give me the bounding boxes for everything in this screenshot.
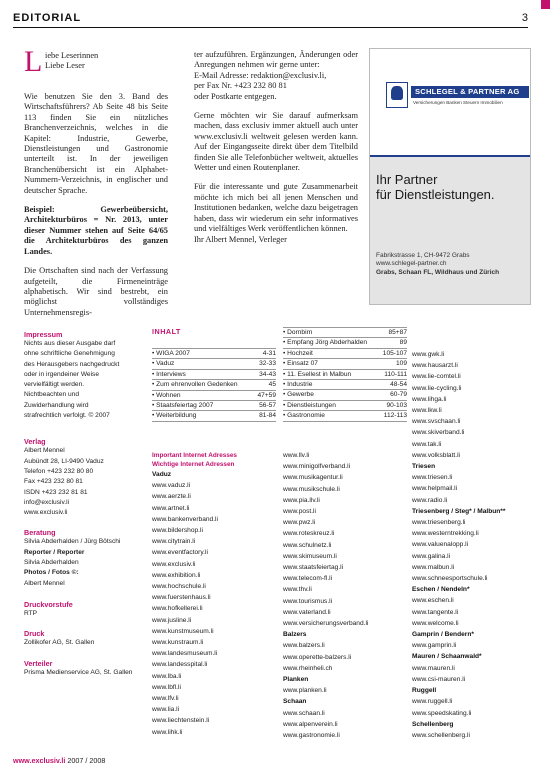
link-item[interactable]: www.ruggell.li bbox=[412, 698, 453, 706]
contents-entry-page: 60-79 bbox=[390, 391, 407, 399]
link-item[interactable]: www.hofkellerei.li bbox=[152, 605, 203, 613]
impressum-line: Zuwiderhandlung wird bbox=[24, 401, 89, 409]
contents-entry bbox=[152, 380, 276, 390]
link-item[interactable]: www.landesspital.li bbox=[152, 661, 208, 669]
contents-entry-page: 105-107 bbox=[382, 349, 407, 357]
contents-entry bbox=[283, 380, 407, 390]
contents-entry-page: 47+59 bbox=[257, 391, 276, 399]
verlag-line: Telefon +423 232 80 80 bbox=[24, 467, 94, 475]
editorial-example-paragraph: Beispiel: Gewerbeübersicht, Architekturbüros = Nr. 2013, unter dieser Nummer stehen auf Seite 64/65 die Architekturbüros des ganzen Landes. bbox=[24, 205, 168, 256]
verlag-line: ISDN +423 232 81 81 bbox=[24, 488, 88, 496]
link-item[interactable]: www.lihga.li bbox=[412, 395, 447, 403]
link-item[interactable]: www.svschaan.li bbox=[412, 418, 461, 426]
contents-entry-label: • WIGA 2007 bbox=[152, 350, 190, 357]
links-column-3 bbox=[412, 349, 505, 741]
impressum-line: ohne schriftliche Genehmigung bbox=[24, 350, 115, 358]
link-item[interactable]: www.skimuseum.li bbox=[283, 552, 337, 560]
contents-entry-label: • Industrie bbox=[283, 380, 313, 388]
editorial-paragraph: Wie benutzen Sie den 3. Band des Wirtschaftsführers? Ab Seite 48 bis Seite 113 finden Sie ein nützliches Branchenverzeichnis, welches in die Kapitel: Industrie, Gewerbe, Dienstleistungen und Gastronomie unterteilt ist. In der jeweiligen Branchenübersicht ist ein Alphabet-Nummern-Verzeichnis, in englischer und deutscher Sprache. bbox=[24, 92, 168, 195]
contents-entry-page: 48-54 bbox=[390, 380, 407, 388]
contents-entry-label: • Hochzeit bbox=[283, 349, 313, 357]
editorial-paragraph: ter aufzuführen. Ergänzungen, Änderungen oder Anregungen nehmen wir gerne unter: E-Mail Adresse: redaktion@exclusiv.li, per Fax Nr. +423 232 80 81 oder Postkarte entgegen. bbox=[194, 50, 358, 101]
ad-website[interactable]: www.schlegel-partner.ch bbox=[376, 260, 447, 268]
link-item[interactable]: www.versicherungsverband.li bbox=[283, 620, 369, 628]
location-heading: Gamprin / Bendern* bbox=[412, 631, 474, 639]
impressum-heading: Impressum bbox=[24, 330, 63, 339]
verlag-line: Albert Mennel bbox=[24, 447, 65, 455]
link-item[interactable]: www.citytrain.li bbox=[152, 538, 196, 546]
contents-list-right bbox=[283, 327, 407, 422]
link-item[interactable]: www.lba.li bbox=[152, 672, 182, 680]
link-item[interactable]: www.kunstraum.li bbox=[152, 639, 204, 647]
verlag-line: Fax +423 232 80 81 bbox=[24, 478, 83, 486]
contents-entry-page: 90-103 bbox=[386, 401, 407, 409]
greeting-line-1: iebe Leserinnen bbox=[45, 51, 99, 60]
impressum-line: des Herausgebers nachgedruckt bbox=[24, 360, 120, 368]
verteiler-heading: Verteiler bbox=[24, 658, 53, 668]
contents-entry-label: • Zum ehrenvollen Gedenken bbox=[152, 381, 238, 389]
link-item[interactable]: www.bankenverband.li bbox=[152, 515, 218, 523]
link-item[interactable]: www.alpenverein.li bbox=[283, 720, 338, 728]
contents-entry-label: • Empfang Jörg Abderhalden bbox=[283, 339, 368, 347]
link-item[interactable]: www.tangente.li bbox=[412, 608, 459, 616]
contents-entry bbox=[152, 370, 276, 380]
contact-fax: per Fax Nr. +423 232 80 81 bbox=[194, 81, 287, 91]
contents-entry-page: 81-84 bbox=[259, 412, 276, 420]
link-item[interactable]: www.gastronomie.li bbox=[283, 732, 340, 740]
shield-emblem-icon bbox=[391, 86, 403, 100]
location-heading: Triesenberg / Steg* / Malbun** bbox=[412, 507, 506, 515]
link-item[interactable]: www.gwk.li bbox=[412, 351, 445, 358]
impressum-line: Nichts aus dieser Ausgabe darf bbox=[24, 340, 116, 347]
impressum-line: vervielfältigt werden. bbox=[24, 381, 85, 389]
contents-entry bbox=[152, 359, 276, 369]
link-item[interactable]: www.schneesportschule.li bbox=[412, 575, 488, 583]
verlag-details bbox=[24, 446, 146, 518]
link-item[interactable]: www.balzers.li bbox=[283, 642, 325, 650]
contents-entry bbox=[283, 401, 407, 411]
contents-entry-page: 112-113 bbox=[383, 412, 407, 420]
links-column-2 bbox=[283, 450, 368, 741]
contents-entry-label: • Gewerbe bbox=[283, 391, 314, 399]
ad-headline: Ihr Partner für Dienstleistungen. bbox=[376, 172, 495, 202]
contents-list-left bbox=[152, 348, 276, 422]
verlag-line: info@exclusiv.li bbox=[24, 498, 70, 506]
link-item[interactable]: www.lihk.li bbox=[152, 728, 183, 736]
link-item[interactable]: www.mauren.li bbox=[412, 664, 455, 672]
contents-entry bbox=[152, 391, 276, 401]
ad-tagline: Versicherungen Banken Steuern Immobilien bbox=[413, 100, 503, 105]
contents-entry-label: • 11. Esellest in Malbun bbox=[283, 370, 352, 378]
link-item[interactable]: www.speedskating.li bbox=[412, 709, 472, 717]
contents-entry-page: 45 bbox=[268, 381, 276, 389]
impressum-line: Nichtbeachten und bbox=[24, 391, 79, 399]
link-item[interactable]: www.roteskreuz.li bbox=[283, 530, 335, 538]
link-item[interactable]: www.lie-comtel.li bbox=[412, 373, 461, 381]
druckvorstufe-heading: Druckvorstufe bbox=[24, 599, 73, 609]
contents-entry-label: • Wohnen bbox=[152, 391, 181, 399]
link-item[interactable]: www.lbfl.li bbox=[152, 683, 181, 691]
link-item[interactable]: www.rheinheli.ch bbox=[283, 664, 333, 672]
contents-heading: INHALT bbox=[152, 327, 181, 336]
impressum-line: oder in irgendeiner Weise bbox=[24, 370, 100, 378]
contents-entry bbox=[283, 411, 407, 421]
contact-email: E-Mail Adresse: redaktion@exclusiv.li, bbox=[194, 70, 327, 80]
link-item[interactable]: www.exhibition.li bbox=[152, 571, 201, 579]
location-heading: Schaan bbox=[283, 698, 307, 706]
link-item[interactable]: www.volksblatt.li bbox=[412, 451, 461, 459]
contents-entry bbox=[283, 370, 407, 380]
contents-entry-page: 110-111 bbox=[384, 370, 407, 378]
link-item[interactable]: www.lkw.li bbox=[412, 407, 442, 415]
link-item[interactable]: www.eventfactory.li bbox=[152, 549, 208, 557]
link-item[interactable]: www.malbun.li bbox=[412, 563, 455, 571]
contents-entry-label: • Weiterbildung bbox=[152, 412, 197, 420]
ad-brand-name: SCHLEGEL & PARTNER AG bbox=[411, 86, 529, 98]
link-item[interactable]: www.aerzte.li bbox=[152, 493, 191, 501]
link-item[interactable]: www.liechtenstein.li bbox=[152, 717, 210, 725]
location-heading: Planken bbox=[283, 676, 309, 684]
link-item[interactable]: www.post.li bbox=[283, 508, 316, 516]
editorial-signature: Ihr Albert Mennel, Verleger bbox=[194, 234, 287, 244]
contents-entry bbox=[283, 338, 407, 348]
contents-entry-page: 34-43 bbox=[259, 370, 276, 378]
contents-entry-page: 32-33 bbox=[259, 360, 276, 368]
section-title: EDITORIAL bbox=[13, 12, 82, 24]
link-item[interactable]: www.welcome.li bbox=[412, 619, 459, 627]
verlag-heading: Verlag bbox=[24, 437, 46, 447]
contents-entry bbox=[283, 349, 407, 359]
corner-accent-mark bbox=[541, 0, 550, 9]
link-item[interactable]: www.lia.li bbox=[152, 706, 180, 714]
link-item[interactable]: www.radio.li bbox=[412, 496, 448, 504]
link-item[interactable]: www.bildershop.li bbox=[152, 527, 203, 535]
link-item[interactable]: www.telecom-fl.li bbox=[283, 575, 333, 583]
contents-entry-page: 4-31 bbox=[262, 350, 276, 357]
link-item[interactable]: www.hochschule.li bbox=[152, 583, 206, 591]
link-item[interactable]: www.jusline.li bbox=[152, 616, 192, 624]
contents-entry-page: 109 bbox=[395, 360, 407, 368]
editorial-paragraph: Die Ortschaften sind nach der Verfassung aufgeteilt, die Firmeneinträge alphabetisch. Wir sind bestrebt, ein möglichst vollständiges Unternehmensregis- bbox=[24, 266, 168, 317]
location-heading: Balzers bbox=[283, 631, 307, 639]
link-item[interactable]: www.fuerstenhaus.li bbox=[152, 594, 211, 602]
impressum-line: strafrechtlich verfolgt. © 2007 bbox=[24, 412, 110, 420]
page-number: 3 bbox=[521, 12, 528, 24]
link-item[interactable]: www.tak.li bbox=[412, 440, 442, 448]
link-item[interactable]: www.gamprin.li bbox=[412, 642, 457, 650]
links-column-1 bbox=[152, 469, 218, 738]
contents-entry bbox=[283, 390, 407, 400]
verlag-line: www.exclusiv.li bbox=[24, 509, 68, 517]
location-heading: Mauren / Schaanwald* bbox=[412, 653, 482, 661]
link-item[interactable]: www.minigolfverband.li bbox=[283, 463, 351, 471]
link-item[interactable]: www.landesmuseum.li bbox=[152, 650, 218, 658]
contents-entry-label: • Dornbirn bbox=[283, 329, 313, 336]
contents-entry bbox=[283, 359, 407, 369]
header-rule bbox=[13, 27, 528, 28]
ad-address: Fabrikstrasse 1, CH-9472 Grabs www.schlegel-partner.ch Grabs, Schaan FL, Wildhaus und Zürich bbox=[376, 252, 500, 276]
link-item[interactable]: www.musikagentur.li bbox=[283, 474, 343, 482]
location-heading: Schellenberg bbox=[412, 720, 454, 728]
contents-entry-label: • Dienstleistungen bbox=[283, 401, 336, 409]
druck-heading: Druck bbox=[24, 629, 45, 639]
impressum-notice bbox=[24, 339, 146, 421]
contents-entry bbox=[152, 349, 276, 359]
links-heading: Important Internet Adresses Wichtige Internet Adressen bbox=[152, 452, 237, 468]
link-item[interactable]: www.artnet.li bbox=[152, 504, 190, 512]
contents-entry-label: • Interviews bbox=[152, 370, 186, 378]
verlag-line: Aubündt 28, LI-9490 Vaduz bbox=[24, 457, 104, 465]
contents-entry-page: 89 bbox=[399, 339, 407, 347]
link-item[interactable]: www.westerntrekking.li bbox=[412, 530, 479, 538]
beratung-heading: Beratung bbox=[24, 528, 56, 538]
link-item[interactable]: www.csi-mauren.li bbox=[412, 675, 466, 683]
link-item[interactable]: www.schaan.li bbox=[283, 709, 325, 717]
contents-entry bbox=[283, 328, 407, 338]
contents-entry-page: 56-57 bbox=[259, 401, 276, 409]
drop-cap: L bbox=[24, 45, 43, 78]
link-item[interactable]: www.galina.li bbox=[412, 552, 451, 560]
location-heading: Ruggell bbox=[412, 687, 437, 695]
link-item[interactable]: www.exclusiv.li bbox=[152, 560, 196, 568]
link-item[interactable]: www.triesen.li bbox=[412, 474, 453, 482]
footer-year: 2007 / 2008 bbox=[67, 756, 106, 765]
link-item[interactable]: www.staatsfeiertag.li bbox=[283, 564, 344, 572]
link-item[interactable]: www.thv.li bbox=[283, 586, 312, 594]
location-heading: Triesen bbox=[412, 463, 436, 471]
contents-entry-label: • Vaduz bbox=[152, 360, 175, 368]
link-item[interactable]: www.llv.li bbox=[283, 452, 310, 459]
link-item[interactable]: www.eschen.li bbox=[412, 597, 454, 605]
footer-site[interactable]: www.exclusiv.li bbox=[13, 756, 66, 765]
link-item[interactable]: www.helpmail.li bbox=[412, 485, 458, 493]
link-item[interactable]: www.kunstmuseum.li bbox=[152, 627, 214, 635]
link-item[interactable]: www.schellenberg.li bbox=[412, 731, 470, 739]
contents-entry-label: • Einsatz 07 bbox=[283, 360, 318, 368]
link-item[interactable]: www.skiverband.li bbox=[412, 429, 465, 437]
link-item[interactable]: www.operette-balzers.li bbox=[283, 653, 352, 661]
contents-entry bbox=[152, 411, 276, 421]
footer bbox=[13, 756, 105, 765]
link-item[interactable]: www.vaduz.li bbox=[152, 482, 191, 490]
link-item[interactable]: www.schulnetz.li bbox=[283, 541, 332, 549]
location-heading: Eschen / Nendeln* bbox=[412, 586, 470, 594]
link-item[interactable]: www.lfv.li bbox=[152, 695, 179, 703]
link-item[interactable]: www.planken.li bbox=[283, 687, 327, 695]
link-item[interactable]: www.triesenberg.li bbox=[412, 519, 466, 527]
link-item[interactable]: www.musikschule.li bbox=[283, 485, 340, 493]
link-item[interactable]: www.pwz.li bbox=[283, 519, 316, 527]
link-item[interactable]: www.lie-cycling.li bbox=[412, 384, 462, 392]
impressum: Impressum Nichts aus dieser Ausgabe darf ohne schriftliche Genehmigung des Herausgebers nachgedruckt oder in irgendeiner Weise vervielfältigt werden. Nichtbeachten und Zuwiderhandlung wird strafrechtlich verfolgt. © 2007 Verlag Albert Mennel Aubündt 28, LI-9490 Vaduz Telefon +423 232 80 80 Fax +423 232 80 81 ISDN +423 232 81 81 info@exclusiv.li www.exclusiv.li Beratung Silvia Abderhalden / Jürg Bötschi Reporter / Reporter Silvia Abderhalden Photos / Fotos ©: Albert Mennel Druckvorstufe RTP Druck Zollikofer AG, St. Gallen Verteiler Prisma Medienservice AG, St. Gallen bbox=[24, 330, 146, 678]
contents-entry-page: 85+87 bbox=[388, 329, 407, 336]
editorial-paragraph: Für die interessante und gute Zusammenarbeit möchte ich mich bei all jenen Menschen und Institutionen bedanken, welche dazu beigetragen haben, dass wir wiederum ein sehr informatives und vielfältiges Werk veröffentlichen können. bbox=[194, 182, 358, 234]
greeting-line-2: Liebe Leser bbox=[45, 61, 85, 71]
link-item[interactable]: www.pia.llv.li bbox=[283, 496, 320, 504]
link-item[interactable]: www.tourismus.li bbox=[283, 597, 333, 605]
link-item[interactable]: www.valuenalopp.li bbox=[412, 541, 469, 549]
location-heading: Vaduz bbox=[152, 471, 172, 478]
contents-entry bbox=[152, 401, 276, 411]
editorial-paragraph: Gerne möchten wir Sie darauf aufmerksam machen, dass exclusiv immer aktuell auch unter www.exclusiv.li weltweit gelesen werden kann. Auf der Eingangsseite direkt über dem Titelbild finden Sie alle Telefonbücher weltweit, aktuelles Wetter und einen Routenplaner. bbox=[194, 111, 358, 173]
link-item[interactable]: www.hausarzt.li bbox=[412, 362, 458, 370]
editorial-column-2 bbox=[194, 50, 358, 245]
contents-entry-label: • Staatsfeiertag 2007 bbox=[152, 401, 214, 409]
editorial-column-1 bbox=[24, 50, 168, 318]
contents-entry-label: • Gastronomie bbox=[283, 412, 325, 420]
link-item[interactable]: www.vaterland.li bbox=[283, 608, 331, 616]
